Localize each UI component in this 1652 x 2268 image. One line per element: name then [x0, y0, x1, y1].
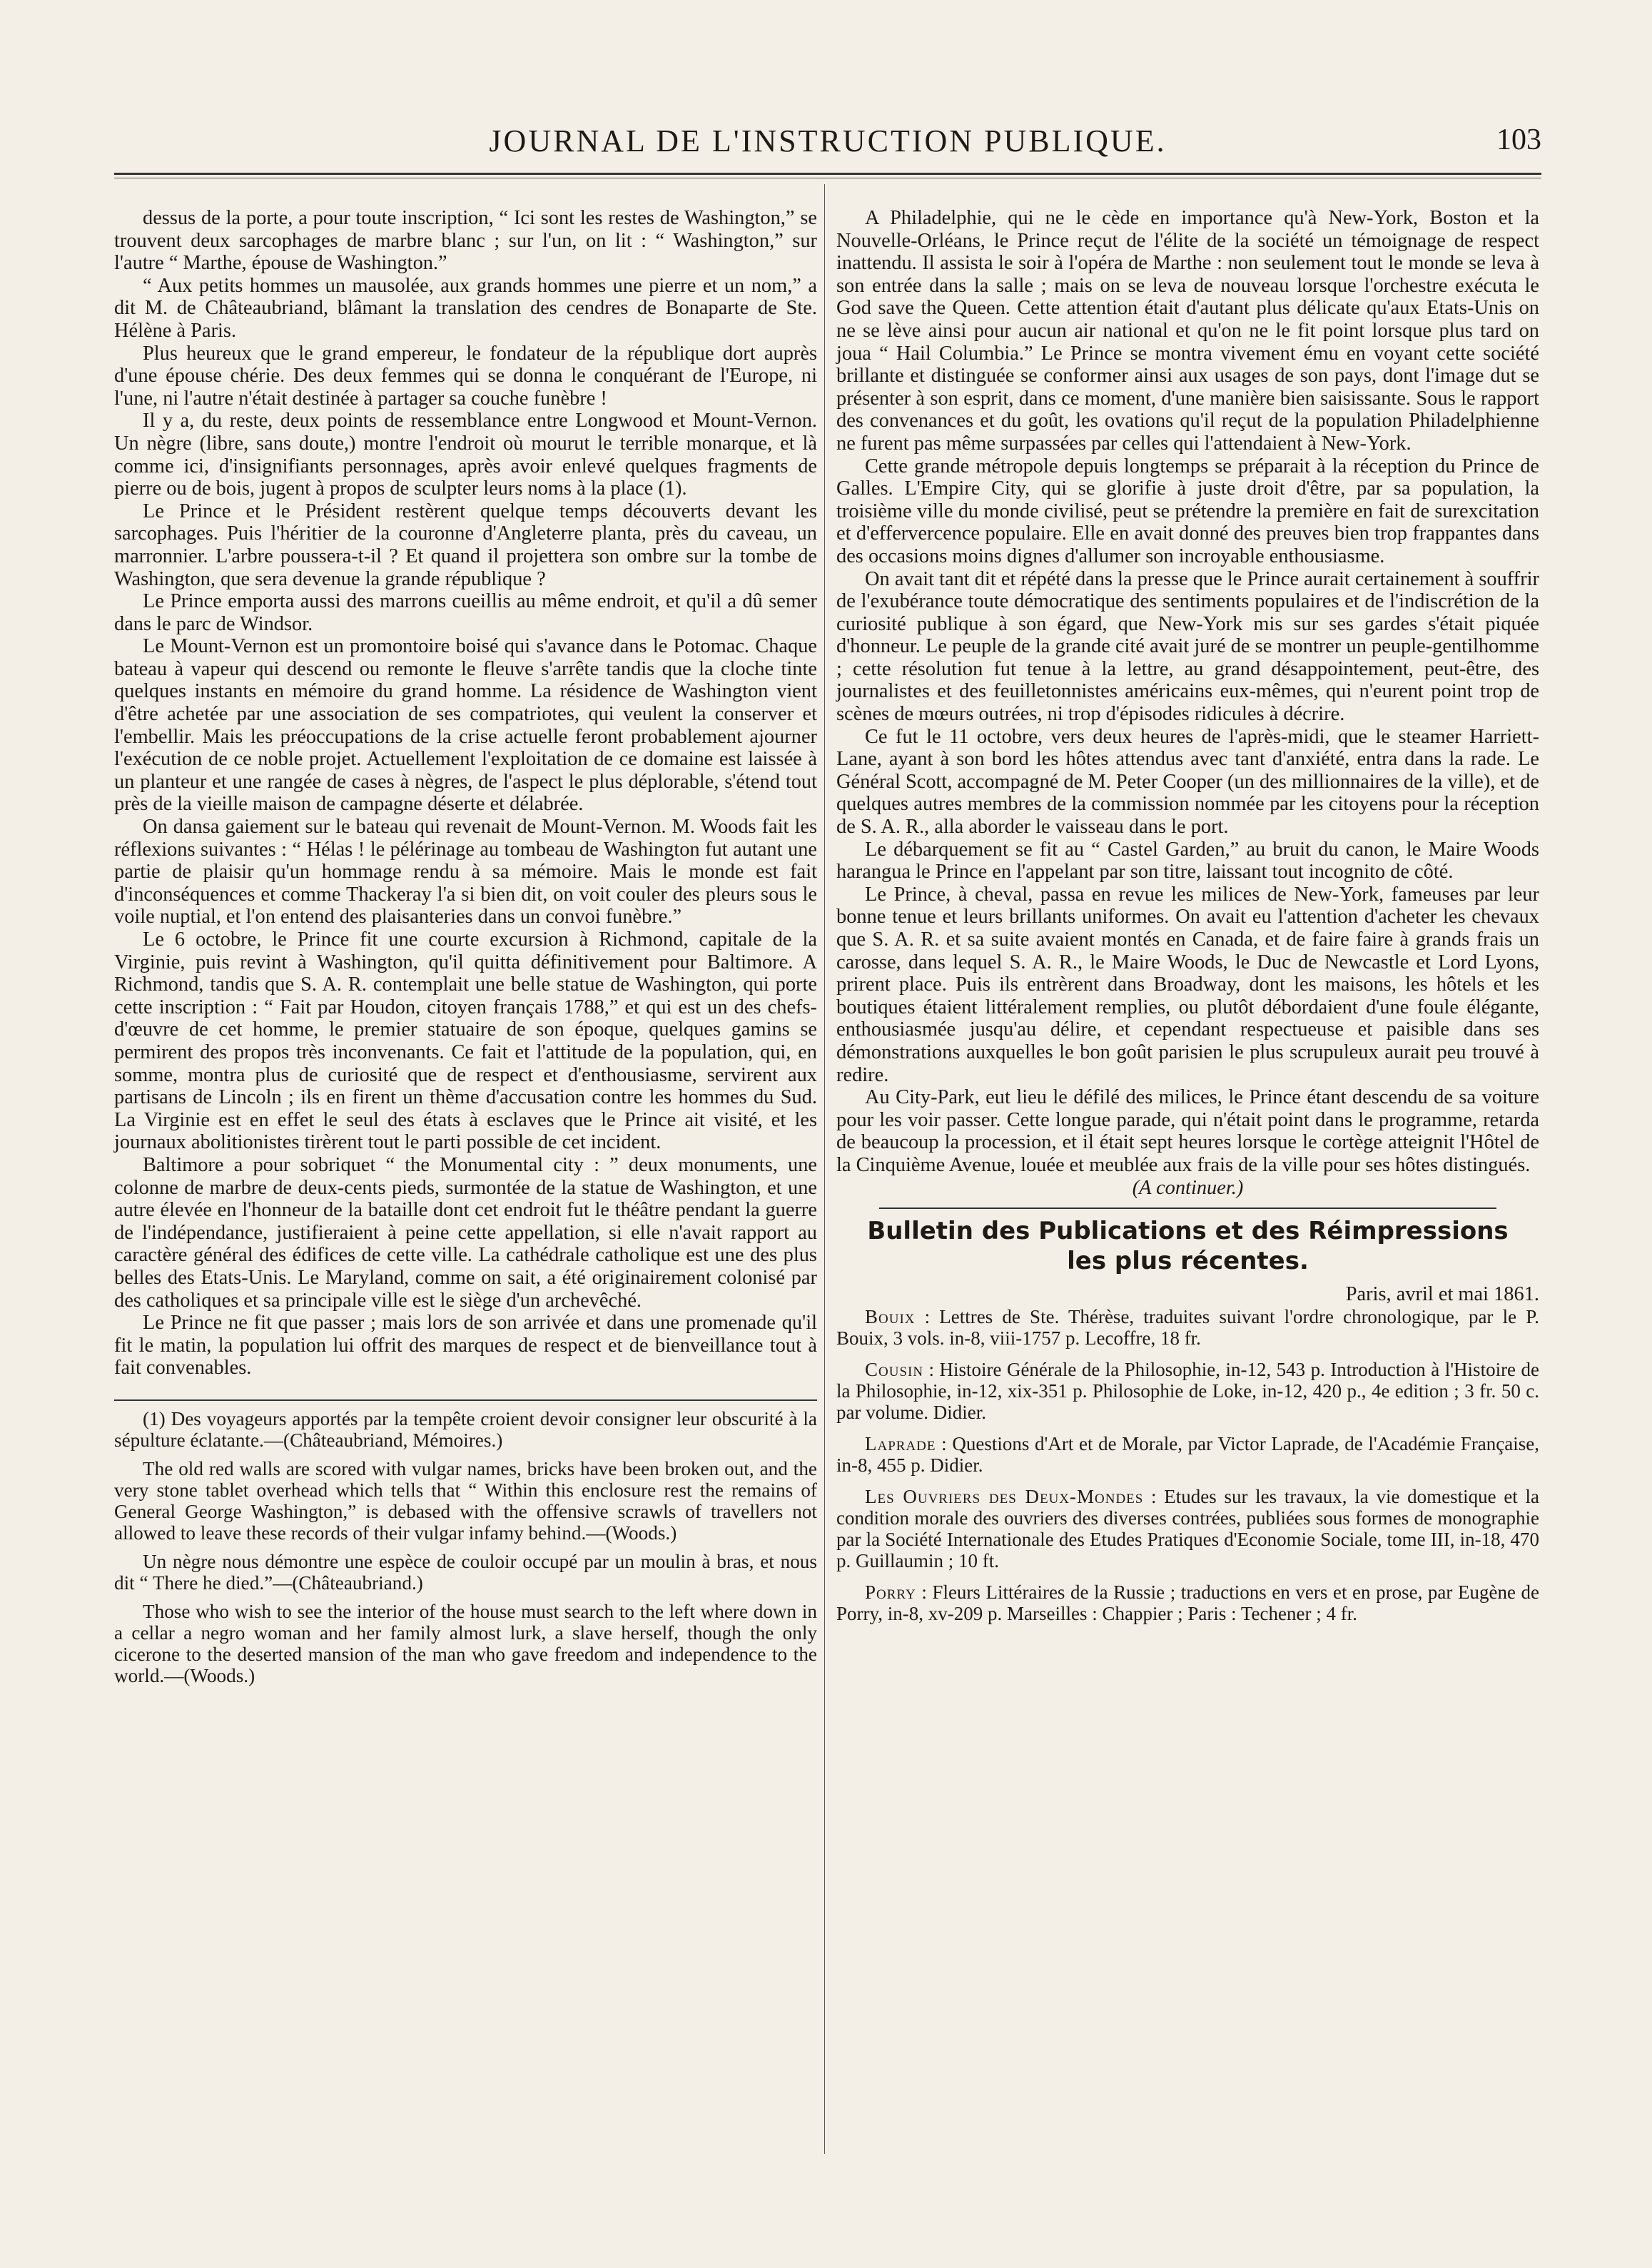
- paragraph: Le 6 octobre, le Prince fit une courte excursion à Richmond, capitale de la Virginie, puis revint à Washington, qu'il quitta définitivement pour Baltimore. A Richmond, tandis que S. A. R. contemplait une belle statue de Washington, qui porte cette inscription : “ Fait par Houdon, citoyen français 1788,” et qui est un des chefs-d'œuvre de cet homme, le premier statuaire de son époque, quelques gamins se permirent des propos très inconvenants. Ce fait et l'attitude de la population, qui, en somme, montra plus de curiosité que de respect et d'enthousiasme, servirent aux partisans de Lincoln ; ils en firent un thème d'accusation contre les hommes du Sud. La Virginie est en effet le seul des états à esclaves que le Prince ait visité, et les journaux abolitionistes tirèrent tout le parti possible de cet incident.: [114, 928, 817, 1154]
- entry-author: Laprade: [865, 1432, 936, 1454]
- entry-author: Bouix: [865, 1305, 916, 1327]
- footnote: (1) Des voyageurs apportés par la tempête croient devoir consigner leur obscurité à la sépulture éclatante.—(Châteaubriand, Mémoires.): [114, 1407, 817, 1451]
- paragraph: Cette grande métropole depuis longtemps se préparait à la réception du Prince de Galles. L'Empire City, qui se glorifie à juste droit d'être, par sa population, la troisième ville du monde civilisé, peut se prétendre la première en fait de surexcitation et d'effervercence populaire. Elle en avait donné des preuves bien trop frappantes dans des occasions moins dignes d'allumer son incroyable enthousiasme.: [836, 455, 1539, 567]
- to-be-continued: (A continuer.): [1132, 1176, 1244, 1199]
- entry-author: Les Ouvriers des Deux-Mondes: [865, 1485, 1144, 1507]
- bulletin-heading-line-1: Bulletin des Publications et des Réimpressions: [867, 1217, 1509, 1246]
- paragraph: Le Prince et le Président restèrent quelque temps découverts devant les sarcophages. Puis l'héritier de la couronne d'Angleterre planta, près du caveau, un marronnier. L'arbre poussera-t-il ? Et quand il projettera son ombre sur la tombe de Washington, que sera devenue la grande république ?: [114, 500, 817, 590]
- paragraph: Le débarquement se fit au “ Castel Garden,” au bruit du canon, le Maire Woods harangua le Prince en l'appelant par son titre, laissant tout incognito de côté.: [836, 838, 1539, 884]
- footnote: Those who wish to see the interior of the house must search to the left where down in a cellar a negro woman and her family almost lurk, a slave herself, though the only cicerone to the deserted mansion of the man who gave freedom and independence to the world.—(Woods.): [114, 1600, 817, 1686]
- publication-entry: [836, 1359, 1539, 1423]
- right-column: [836, 207, 1539, 1634]
- paragraph: A Philadelphie, qui ne le cède en importance qu'à New-York, Boston et la Nouvelle-Orléans, le Prince reçut de l'élite de la société un témoignage de respect inattendu. Il assista le soir à l'opéra de Marthe : non seulement tout le monde se leva à son entrée dans la salle ; mais on se leva de nouveau lorsque l'orchestre exécuta le God save the Queen. Cette attention était d'autant plus délicate qu'aux Etats-Unis on ne se lève ainsi pour aucun air national et qu'on ne le fit point lorsque plus tard on joua “ Hail Columbia.” Le Prince se montra vivement ému en voyant cette société brillante et distinguée se conformer ainsi aux usages de son pays, dont l'image dut se présenter à son esprit, dans ce moment, d'une manière bien saisissante. Sous le rapport des convenances et du goût, les ovations qu'il reçut de la population Philadelphienne ne furent pas même surpassées par celles qui l'attendaient à New-York.: [836, 207, 1539, 455]
- paragraph: Plus heureux que le grand empereur, le fondateur de la république dort auprès d'une épouse chérie. Des deux femmes qui se donna le conquérant de l'Europe, ni l'une, ni l'autre n'était destinée à partager sa couche funèbre !: [114, 342, 817, 410]
- section-rule: [879, 1208, 1496, 1209]
- paragraph: On dansa gaiement sur le bateau qui revenait de Mount-Vernon. M. Woods fait les réflexions suivantes : “ Hélas ! le pélérinage au tombeau de Washington fut autant une partie de plaisir qu'un hommage rendu à sa mémoire. Mais le monde est fait d'inconséquences et comme Thackeray l'a si bien dit, on voit couler des pleurs sous le voile nuptial, et l'on entend des plaisanteries dans un convoi funèbre.”: [114, 816, 817, 928]
- entry-author: Porry: [865, 1581, 916, 1603]
- entry-text: : Histoire Générale de la Philosophie, in-12, 543 p. Introduction à l'Histoire de la Philosophie, in-12, xix-351 p. Philosophie de Loke, in-12, 420 p., 4e edition ; 3 fr. 50 c. par volume. Didier.: [836, 1358, 1539, 1423]
- header-rule: [114, 173, 1541, 178]
- publication-entry: [836, 1306, 1539, 1349]
- column-divider: [824, 184, 825, 2154]
- entry-text: : Lettres de Ste. Thérèse, traduites suivant l'ordre chronologique, par le P. Bouix, 3 vols. in-8, viii-1757 p. Lecoffre, 18 fr.: [836, 1305, 1539, 1349]
- paragraph: “ Aux petits hommes un mausolée, aux grands hommes une pierre et un nom,” a dit M. de Châteaubriand, blâmant la translation des cendres de Bonaparte de Ste. Hélène à Paris.: [114, 274, 817, 342]
- footnotes: [114, 1399, 817, 1686]
- publication-entry: [836, 1486, 1539, 1571]
- paragraph: dessus de la porte, a pour toute inscription, “ Ici sont les restes de Washington,” se trouvent deux sarcophages de marbre blanc ; sur l'un, on lit : “ Washington,” sur l'autre “ Marthe, épouse de Washington.”: [114, 207, 817, 275]
- entry-text: : Etudes sur les travaux, la vie domestique et la condition morale des ouvriers des diverses contrées, publiées sous formes de monographie par la Société Internationale des Etudes Pratiques d'Economie Sociale, tome III, in-18, 470 p. Guillaumin ; 10 ft.: [836, 1485, 1539, 1571]
- paragraph: Ce fut le 11 octobre, vers deux heures de l'après-midi, que le steamer Harriett-Lane, ayant à son bord les hôtes attendus avec tant d'anxiété, entra dans la rade. Le Général Scott, accompagné de M. Peter Cooper (un des millionnaires de la ville), et de quelques autres membres de la commission nommée par les citoyens pour la réception de S. A. R., alla aborder le vaisseau dans le port.: [836, 725, 1539, 839]
- paragraph: Le Prince emporta aussi des marrons cueillis au même endroit, et qu'il a dû semer dans le parc de Windsor.: [114, 590, 817, 635]
- running-header: [114, 123, 1541, 166]
- footnote: The old red walls are scored with vulgar names, bricks have been broken out, and the very stone tablet overhead which tells that “ Within this enclosure rest the remains of General George Washington,” is debased with the offensive scrawls of travellers not allowed to leave these records of their vulgar infamy behind.—(Woods.): [114, 1457, 817, 1544]
- dateline: Paris, avril et mai 1861.: [1345, 1283, 1539, 1306]
- page-number: 103: [1496, 123, 1541, 156]
- publication-entry: [836, 1581, 1539, 1624]
- publication-entry: [836, 1433, 1539, 1476]
- footnote: Un nègre nous démontre une espèce de couloir occupé par un moulin à bras, et nous dit “ There he died.”—(Châteaubriand.): [114, 1550, 817, 1594]
- paragraph: Le Mount-Vernon est un promontoire boisé qui s'avance dans le Potomac. Chaque bateau à vapeur qui descend ou remonte le fleuve s'arrête tandis que la cloche tinte quelques instants en mémoire du grand homme. La résidence de Washington vient d'être achetée par une association de ses compatriotes, qui veulent la conserver et l'embellir. Mais les préoccupations de la crise actuelle feront probablement ajourner l'exécution de ce noble projet. Actuellement l'exploitation de ce domaine est laissée à un planteur et une rangée de cases à nègres, de l'aspect le plus déplorable, s'étend tout près de la vieille maison de campagne déserte et délabrée.: [114, 635, 817, 816]
- paragraph: On avait tant dit et répété dans la presse que le Prince aurait certainement à souffrir de l'exubérance toute démocratique des sentiments populaires et de l'indiscrétion de la curiosité publique à son égard, que New-York mis sur ses gardes s'était piquée d'honneur. Le peuple de la grande cité avait juré de se montrer un peuple-gentilhomme ; cette résolution fut tenue à la lettre, au grand désappointement, peut-être, des journalistes et des feuilletonnistes américains eux-mêmes, qui n'eurent point trop de scènes de mœurs outrées, ni trop d'épisodes ridicules à décrire.: [836, 567, 1539, 726]
- bulletin-heading-line-2: les plus récentes.: [1067, 1247, 1309, 1276]
- entry-text: : Fleurs Littéraires de la Russie ; traductions en vers et en prose, par Eugène de Porry, in-8, xv-209 p. Marseilles : Chappier ; Paris : Techener ; 4 fr.: [836, 1581, 1539, 1624]
- bulletin-heading: [836, 1216, 1539, 1276]
- journal-title: JOURNAL DE L'INSTRUCTION PUBLIQUE.: [489, 123, 1167, 158]
- paragraph: Il y a, du reste, deux points de ressemblance entre Longwood et Mount-Vernon. Un nègre (libre, sans doute,) montre l'endroit où mourut le terrible monarque, et là comme ici, d'insignifiants personnages, après avoir enlevé quelques fragments de pierre ou de bois, jugent à propos de sculpter leurs noms à la place (1).: [114, 410, 817, 500]
- entry-author: Cousin: [865, 1358, 924, 1380]
- paragraph: Le Prince ne fit que passer ; mais lors de son arrivée et dans une promenade qu'il fit le matin, la population lui offrit des marques de respect et de bienveillance tout à fait convenables.: [114, 1312, 817, 1379]
- left-column: [114, 207, 817, 1694]
- paragraph: Le Prince, à cheval, passa en revue les milices de New-York, fameuses par leur bonne tenue et leurs brillants uniformes. On avait eu l'attention d'acheter les chevaux que S. A. R. et sa suite avaient montés en Canada, et de faire faire à grands frais un carosse, dans lequel S. A. R., le Maire Woods, le Duc de Newcastle et Lord Lyons, prirent place. Puis ils entrèrent dans Broadway, dont les maisons, les hôtels et les boutiques étaient littéralement remplies, ou plutôt débordaient d'une foule élégante, enthousiasmée jusqu'au délire, et cependant respectueuse et paisible dans ses démonstrations auxquelles le bon goût parisien le plus scrupuleux aurait peu trouvé à redire.: [836, 883, 1539, 1086]
- paragraph: Au City-Park, eut lieu le défilé des milices, le Prince étant descendu de sa voiture pour les voir passer. Cette longue parade, qui n'était point dans le programme, retarda de beaucoup la procession, et il était sept heures lorsque le cortège atteignit l'Hôtel de la Cinquième Avenue, louée et meublée aux frais de la ville pour ses hôtes distingués.: [836, 1086, 1539, 1176]
- paragraph: Baltimore a pour sobriquet “ the Monumental city : ” deux monuments, une colonne de marbre de deux-cents pieds, surmontée de la statue de Washington, et une autre élevée en l'honneur de la bataille dont cet endroit fut le théâtre pendant la guerre de l'indépendance, justifieraient à peine cette appellation, si elle n'avait rapport au caractère général des édifices de cette ville. La cathédrale catholique est une des plus belles des Etats-Unis. Le Maryland, comme on sait, a été originairement colonisé par des catholiques et sa principale ville est le siège d'un archevêché.: [114, 1153, 817, 1312]
- entry-text: : Questions d'Art et de Morale, par Victor Laprade, de l'Académie Française, in-8, 455 p. Didier.: [836, 1432, 1539, 1476]
